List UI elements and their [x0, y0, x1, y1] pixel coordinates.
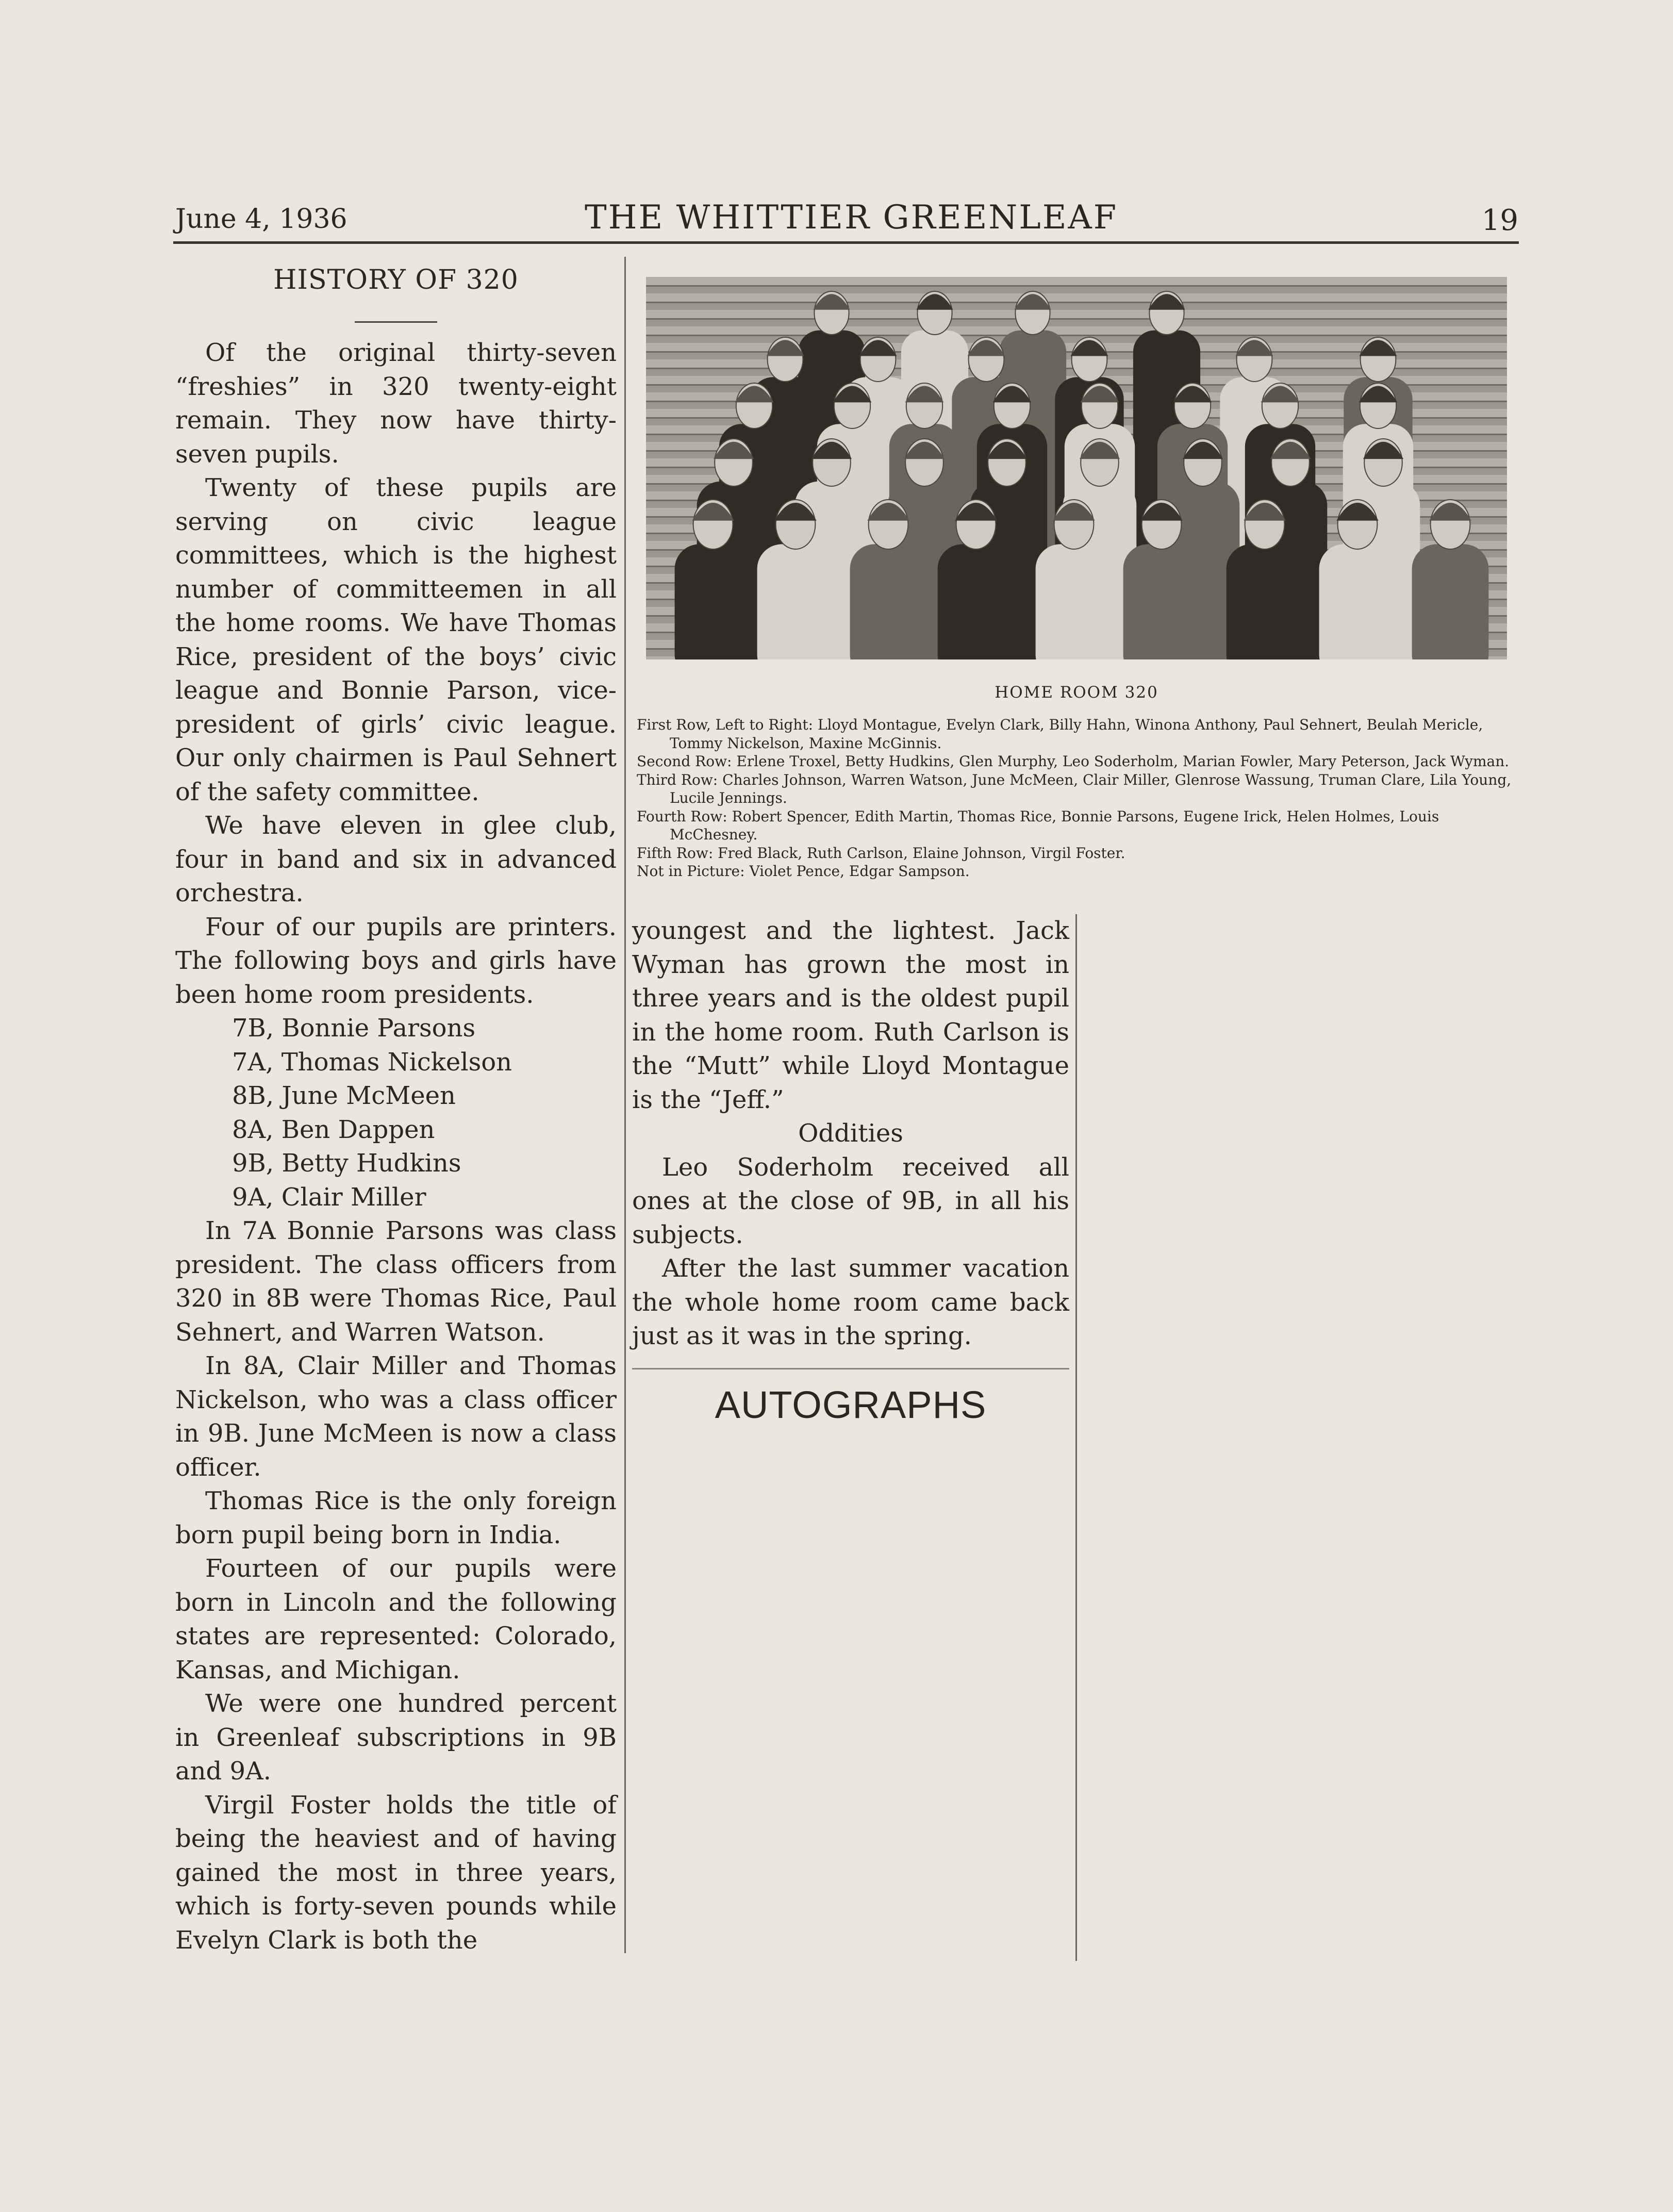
issue-date: June 4, 1936	[175, 204, 347, 235]
president-list-item: 7A, Thomas Nickelson	[232, 1047, 512, 1077]
student-body	[675, 544, 752, 659]
newspaper-title: THE WHITTIER GREENLEAF	[585, 199, 1118, 237]
photo-caption	[637, 716, 1518, 881]
page-number: 19	[1481, 204, 1518, 237]
article-column-middle	[632, 914, 1069, 1353]
autographs-rule	[632, 1368, 1069, 1369]
president-list-item: 8A, Ben Dappen	[232, 1115, 435, 1144]
class-photo-image	[646, 277, 1507, 659]
student-body	[938, 544, 1015, 659]
article-paragraph: We were one hundred percent in Greenleaf subscriptions in 9B and 9A.	[175, 1689, 617, 1786]
article-paragraph: Virgil Foster holds the title of being the heaviest and of having gained the most in three years, which is forty-seven pounds while Evelyn Clark is both the	[175, 1790, 617, 1955]
step-highlight	[646, 293, 1507, 302]
autographs-heading: AUTOGRAPHS	[715, 1383, 987, 1426]
article-paragraph: Thomas Rice is the only foreign born pupil being born in India.	[175, 1487, 617, 1549]
student-body	[1036, 544, 1113, 659]
student-body	[1319, 544, 1396, 659]
article-paragraph: After the last summer vacation the whole home room came back just as it was in the spring.	[632, 1254, 1069, 1350]
class-photo	[646, 277, 1507, 659]
article-paragraph: We have eleven in glee club, four in band and six in advanced orchestra.	[175, 811, 617, 907]
step-highlight	[646, 277, 1507, 285]
article-paragraph: In 8A, Clair Miller and Thomas Nickelson, who was a class officer in 9B. June McMeen is now a class officer.	[175, 1351, 617, 1482]
article-paragraph: In 7A Bonnie Parsons was class president. The class officers from 320 in 8B were Thomas Rice, Paul Sehnert, and Warren Watson.	[175, 1216, 617, 1347]
caption-line: Second Row: Erlene Troxel, Betty Hudkins, Glen Murphy, Leo Soderholm, Marian Fowler, Mary Peterson, Jack Wyman.	[637, 753, 1510, 770]
article-paragraph: Four of our pupils are printers. The following boys and girls have been home room presidents.	[175, 912, 617, 1009]
caption-line: Not in Picture: Violet Pence, Edgar Sampson.	[637, 863, 970, 880]
article-paragraph: Of the original thirty-seven “freshies” in 320 twenty-eight remain. They now have thirty-seven pupils.	[175, 338, 617, 469]
oddities-heading: Oddities	[798, 1119, 903, 1148]
president-list-item: 8B, June McMeen	[232, 1081, 456, 1110]
step-shadow	[646, 285, 1507, 287]
student-body	[1412, 544, 1489, 659]
caption-line: Fourth Row: Robert Spencer, Edith Martin, Thomas Rice, Bonnie Parsons, Eugene Irick, Helen Holmes, Louis McChesney.	[637, 807, 1439, 843]
caption-line: First Row, Left to Right: Lloyd Montague, Evelyn Clark, Billy Hahn, Winona Anthony, Paul Sehnert, Beulah Mericle, Tommy Nickelson, Maxine McGinnis.	[637, 716, 1483, 752]
caption-line: Third Row: Charles Johnson, Warren Watson, June McMeen, Clair Miller, Glenrose Wassung, Truman Clare, Lila Young, Lucile Jennings.	[637, 771, 1512, 806]
article-paragraph: Leo Soderholm received all ones at the close of 9B, in all his subjects.	[632, 1152, 1069, 1249]
masthead-rule	[173, 241, 1519, 244]
title-rule	[355, 321, 437, 323]
step-highlight	[646, 326, 1507, 335]
article-column-left	[175, 336, 617, 1957]
president-list-item: 9B, Betty Hudkins	[232, 1149, 461, 1178]
article-paragraph: Twenty of these pupils are serving on civic league committees, which is the highest number of committeemen in all the home rooms. We have Thomas Rice, president of the boys’ civic league and Bonnie Parson, vice-president of girls’ civic league. Our only chairmen is Paul Sehnert of the safety committee.	[175, 473, 617, 806]
step-shadow	[646, 318, 1507, 320]
student-body	[850, 544, 927, 659]
student-body	[1123, 544, 1200, 659]
photo-title: HOME ROOM 320	[995, 683, 1158, 702]
step-highlight	[646, 310, 1507, 318]
article-paragraph: youngest and the lightest. Jack Wyman has grown the most in three years and is the oldest pupil in the home room. Ruth Carlson is the “Mutt” while Lloyd Montague is the “Jeff.”	[632, 916, 1069, 1114]
student-body	[1227, 544, 1303, 659]
column-divider	[1075, 914, 1077, 1961]
student-body	[757, 544, 834, 659]
article-paragraph: Fourteen of our pupils were born in Lincoln and the following states are represented: Colorado, Kansas, and Michigan.	[175, 1554, 617, 1685]
column-divider	[624, 257, 626, 1953]
president-list-item: 7B, Bonnie Parsons	[232, 1014, 476, 1043]
step-shadow	[646, 302, 1507, 303]
step-shadow	[646, 335, 1507, 336]
president-list-item: 9A, Clair Miller	[232, 1182, 426, 1212]
caption-line: Fifth Row: Fred Black, Ruth Carlson, Elaine Johnson, Virgil Foster.	[637, 844, 1125, 862]
article-title: HISTORY OF 320	[273, 265, 519, 295]
